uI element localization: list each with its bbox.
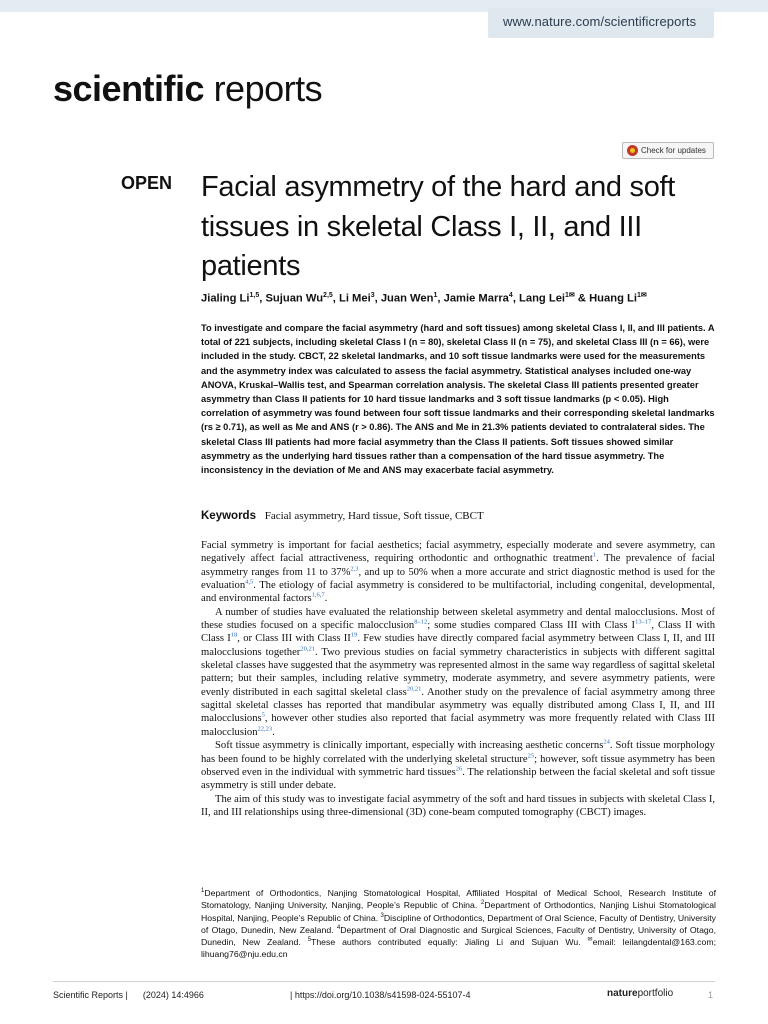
- abstract: To investigate and compare the facial asymmetry (hard and soft tissues) among skeletal Class I, II, and III patients. A total of 221 subjects, including skeletal Class I (n = 80), skeletal Class II (n = 75), and skeletal Class III (n = 66), were included in the study. CBCT, 22 skeletal landmarks, and 10 soft tissue landmarks were used for the measurements and the asymmetry index was calculated to assess the facial asymmetry. Statistical analyses included one-way ANOVA, Kruskal–Wallis test, and Spearman correlation analysis. The skeletal Class III patients presented greater asymmetry than Class II patients for 10 hard tissue landmarks and 3 soft tissue landmarks (p < 0.05). High correlation of asymmetry was found between four soft tissue landmarks and their corresponding skeletal landmarks (rs ≥ 0.71), as well as Me and ANS (r > 0.86). The ANS and Me in 21.3% patients deviated to contralateral sides. The skeletal Class III patients had more facial asymmetry than the Class II patients. Soft tissues showed similar asymmetry as the underlying hard tissues rather than a compensation of the hard tissue asymmetry. The inconsistency in the deviation of Me and ANS may exacerbate facial asymmetry.: [201, 323, 715, 476]
- body-paragraph: [201, 539, 715, 606]
- body-paragraph: [201, 606, 715, 739]
- keywords: [201, 510, 484, 522]
- body-text: . Few studies have directly compared facial asymmetry between Class I, II, and III malocclusions together: [201, 633, 715, 658]
- citation-ref[interactable]: 19: [350, 631, 358, 639]
- citation-ref[interactable]: 25: [527, 751, 535, 759]
- citation-ref[interactable]: 24: [603, 738, 610, 746]
- affiliation-marker: 3: [380, 912, 384, 919]
- journal-logo-regular: reports: [204, 68, 323, 109]
- author-name[interactable]: Li Mei: [339, 292, 371, 305]
- citation-ref[interactable]: 22,23: [257, 725, 273, 733]
- author-list: Jialing Li$^{1,5}$, Sujuan Wu$^{2,5}$, Li Mei$^3$, Juan Wen$^1$, Jamie Marra$^4$, Lang Lei$^{1✉}$ & Huang $Li^{1✉}$: [201, 292, 647, 305]
- footer-divider: [53, 981, 715, 982]
- body-text: . Two previous studies on facial symmetry characteristics in subjects with different sagittal skeletal classes have suggested that the asymmetry was represented almost in the same way regardless of sagittal skeletal pattern; but their samples, including relative symmetry, moderate asymmetry, and severe asymmetry patients, were evenly distributed in each sagittal skeletal class: [201, 646, 715, 698]
- author-affiliation: 1✉: [636, 292, 647, 299]
- body-text: . The relationship between the facial skeletal and soft tissue asymmetry is still under debate.: [201, 766, 715, 792]
- nature-portfolio-bold: nature: [607, 988, 638, 999]
- author-name[interactable]: Sujuan Wu: [265, 292, 324, 305]
- author-affiliation: 1,5: [249, 292, 260, 299]
- body-text: Soft tissue asymmetry is clinically important, especially with increasing aesthetic concerns: [215, 740, 604, 752]
- footer-doi[interactable]: | https://doi.org/10.1038/s41598-024-55107-4: [290, 990, 471, 1000]
- citation-ref[interactable]: 2,3: [350, 565, 359, 573]
- body-text: , or Class III with Class II: [237, 633, 351, 645]
- crossmark-icon: [627, 145, 638, 156]
- affiliation-marker: 2: [480, 900, 485, 907]
- footer-citation: [53, 990, 204, 1000]
- body-text: .: [324, 593, 328, 605]
- nature-portfolio-logo: [607, 988, 673, 999]
- author-name[interactable]: Juan Wen: [380, 292, 434, 305]
- author-name[interactable]: Lang Lei: [519, 292, 566, 305]
- affiliation-text: Discipline of Orthodontics, Department of Oral Science, Faculty of Dentistry, University of Otago, Dunedin, New Zealand.: [201, 912, 716, 935]
- citation-ref[interactable]: 1: [592, 551, 597, 559]
- body-text: . The prevalence of facial asymmetry ranges from 11 to 37%: [201, 553, 715, 578]
- body-text: A number of studies have evaluated the relationship between skeletal asymmetry and dental malocclusions. Most of these studies focused on a specific malocclusion: [201, 606, 715, 632]
- article-title: Facial asymmetry of the hard and soft tissues in skeletal Class I, II, and III patients: [201, 171, 676, 282]
- check-for-updates-label: Check for updates: [641, 146, 706, 155]
- citation-ref[interactable]: 20,21: [406, 685, 422, 693]
- article-body: [201, 539, 715, 819]
- citation-ref[interactable]: 4,5: [245, 578, 254, 586]
- body-text: ; however, soft tissue asymmetry has been observed even in the individual with symmetric hard tissues: [201, 753, 715, 778]
- author-name[interactable]: Jamie Marra: [443, 292, 509, 305]
- citation-ref[interactable]: 20,21: [300, 645, 315, 653]
- journal-logo-bold: scientific: [53, 68, 205, 109]
- affiliation-text: Department of Orthodontics, Nanjing Lishui Stomatological Hospital, Nanjing, People’s Republic of China.: [201, 900, 716, 923]
- body-text: Facial symmetry is important for facial aesthetics; facial asymmetry, especially moderate and severe asymmetry, can negatively affect facial attractiveness, requiring orthodontic and orthognathic treatment: [201, 540, 715, 565]
- affiliation-text: Department of Orthodontics, Nanjing Stomatological Hospital, Affiliated Hospital of Medical School, Research Institute of Stomatology, Nanjing University, Nanjing, People’s Republic of China.: [201, 888, 716, 911]
- author-affiliation: 4: [508, 292, 513, 299]
- body-text: . Soft tissue morphology has been found to be highly correlated with the underlying skeletal structure: [201, 740, 715, 765]
- citation-ref[interactable]: 5: [261, 711, 265, 719]
- body-text: . Another study on the prevalence of facial asymmetry among three sagittal skeletal classes has reported that mandibular asymmetry was equally distributed among Class I, II, and III malocclusions: [201, 686, 715, 725]
- author-name[interactable]: Huang Li: [589, 292, 637, 305]
- affiliation-marker: 1: [201, 888, 205, 895]
- journal-logo: [53, 68, 322, 110]
- body-paragraph: [201, 793, 715, 820]
- body-text: ; some studies compared Class III with Class I: [427, 620, 636, 632]
- keywords-list: Facial asymmetry, Hard tissue, Soft tissue, CBCT: [264, 510, 484, 522]
- citation-ref[interactable]: 13–17: [635, 618, 652, 626]
- footer-journal: Scientific Reports |: [53, 990, 128, 1000]
- citation-ref[interactable]: 26: [455, 765, 463, 773]
- author-affiliation: 1: [433, 292, 438, 299]
- affiliation-text: Department of Oral Diagnostic and Surgical Sciences, Faculty of Dentistry, University of Otago, Dunedin, New Zealand.: [201, 924, 717, 948]
- citation-ref[interactable]: 1,6,7: [311, 591, 325, 599]
- author-affiliation: 2,5: [323, 292, 333, 299]
- affiliation-marker: 5: [307, 937, 312, 944]
- citation-ref[interactable]: 18: [230, 631, 238, 639]
- body-text: , however other studies also reported that facial asymmetry was more frequently related with Class III malocclusion: [201, 713, 715, 738]
- page-number: 1: [708, 990, 714, 1000]
- body-paragraph: [201, 739, 715, 792]
- journal-url[interactable]: www.nature.com/scientificreports: [503, 14, 697, 29]
- affiliation-text: These authors contributed equally: Jialing Li and Sujuan Wu.: [311, 937, 588, 948]
- body-text: The aim of this study was to investigate facial asymmetry of the soft and hard tissues in subjects with skeletal Class I, II, and III relationships using three-dimensional (3D) cone-beam computed tomography (CBCT) images.: [201, 793, 715, 818]
- author-affiliation: 3: [370, 292, 375, 299]
- body-text: .: [272, 726, 275, 738]
- author-affiliation: 1✉: [565, 292, 575, 299]
- citation-ref[interactable]: 8–12: [414, 618, 428, 626]
- nature-portfolio-regular: portfolio: [637, 988, 674, 999]
- affiliation-marker: 4: [336, 925, 341, 931]
- affiliation-marker: ✉: [587, 937, 593, 944]
- author-name[interactable]: Jialing Li: [201, 292, 250, 305]
- body-text: , Class II with Class I: [201, 620, 715, 645]
- keywords-label: Keywords: [201, 510, 256, 522]
- affiliation-text: email: leilangdental@163.com; lihuang76@nju.edu.cn: [201, 937, 716, 960]
- body-text: . The etiology of facial asymmetry is considered to be multifactorial, including congenital, developmental, and environmental factors: [201, 580, 715, 605]
- check-for-updates-button[interactable]: [622, 142, 714, 159]
- open-access-label: OPEN: [121, 173, 173, 193]
- body-text: , and up to 50% when a more accurate and strict diagnostic method is used for the evaluation: [201, 566, 715, 592]
- footer-volume: (2024) 14:4966: [142, 990, 204, 1000]
- affiliations: [201, 887, 716, 961]
